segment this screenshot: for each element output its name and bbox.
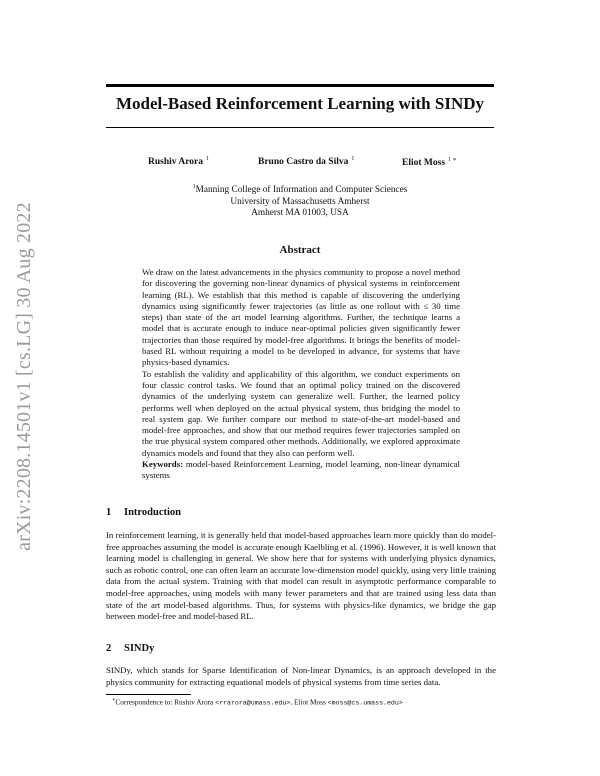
- section-title: SINDy: [124, 643, 155, 654]
- abstract-body: [142, 267, 460, 482]
- author-name: Rushiv Arora: [148, 157, 203, 168]
- section-number: 1: [106, 507, 112, 518]
- paper-title: Model-Based Reinforcement Learning with SINDy: [116, 94, 484, 113]
- author-mark: 1: [206, 156, 209, 162]
- abstract-heading: Abstract: [279, 244, 321, 256]
- affiliation-line-3: Amherst MA 01003, USA: [251, 208, 349, 219]
- abstract-paragraph-2: To establish the validity and applicability of this algorithm, we conduct experiments on four classic control tasks. We found that an optimal policy trained on the discovered dynamics of the underlying system can generalize well. Further, the learned policy performs well when deployed on the actual physical system, thus bridging the model to real system gap. We further compare our method to state-of-the-art model-based and model-free approaches, and show that our method requires fewer trajectories sampled on the true physical system compared other methods. Additionally, we explored approximate dynamics models and found that they also can perform well.: [142, 368, 460, 458]
- introduction-paragraph: In reinforcement learning, it is generally held that model-based approaches learn more quickly than do model-free approaches assuming the model is accurate enough Kaelbling et al. (1996). However, it is well known that learning model is challenging in general. We show here that for systems with underlying physics dynamics, such as robotic control, one can often learn an accurate low-dimension model quickly, using very little training data from the actual system. Training with that model can result in asymptotic performance comparable to model-free approaches, using models with many fewer parameters and that are trained using less data than state of the art model-based algorithms. Thus, for systems with physics-like dynamics, we bridge the gap between model-free and model-based RL.: [106, 530, 497, 622]
- author-name: Eliot Moss: [402, 158, 446, 169]
- abstract-paragraph-1: We draw on the latest advancements in the physics community to propose a novel method for discovering the governing non-linear dynamics of physical systems in reinforcement learning (RL). We establish that this method is capable of discovering the underlying dynamics using significantly fewer trajectories (as little as one rollout with ≤ 30 time steps) than state of the art model learning algorithms. Further, the technique learns a model that is accurate enough to induce near-optimal policies given significantly fewer trajectories than those required by model-free algorithms. It brings the benefits of model-based RL without requiring a model to be developed in advance, for systems that have physics-based dynamics.: [142, 267, 460, 368]
- footnote-middle: , Eliot Moss: [290, 697, 328, 707]
- affiliation: [150, 182, 450, 220]
- affiliation-line-2: University of Massachusetts Amherst: [230, 196, 370, 207]
- footnote-prefix: Correspondence to: Rushiv Arora: [115, 697, 216, 707]
- sindy-body: [106, 665, 496, 688]
- section-title: Introduction: [124, 507, 181, 518]
- section-heading-sindy: [106, 643, 154, 654]
- author-name: Bruno Castro da Silva: [258, 157, 349, 168]
- footnote-email-1[interactable]: <rrarora@umass.edu>: [215, 699, 291, 707]
- author-mark: 1: [351, 156, 355, 162]
- author-mark: 1 ∗: [448, 157, 457, 163]
- affiliation-line-1: Manning College of Information and Computer Sciences: [195, 185, 408, 196]
- title-rule-top: [106, 84, 494, 87]
- affiliation-mark: 1: [192, 184, 196, 190]
- footnote-mark: ∗: [112, 698, 116, 703]
- author-1: [148, 156, 209, 167]
- sindy-paragraph: SINDy, which stands for Sparse Identification of Non-linear Dynamics, is an approach developed in the physics community for extracting equational models of physical systems from time series data.: [106, 665, 496, 687]
- footnote-rule: [106, 694, 191, 695]
- title-rule-bottom: [106, 127, 494, 128]
- arxiv-side-stamp: [2, 200, 46, 552]
- footnote-email-2[interactable]: <moss@cs.umass.edu>: [327, 699, 403, 707]
- author-3: [402, 156, 457, 168]
- section-number: 2: [106, 643, 112, 654]
- section-heading-introduction: [106, 507, 181, 518]
- keywords-label: Keywords:: [142, 459, 184, 470]
- introduction-body: [106, 530, 496, 623]
- footnote: [112, 697, 403, 706]
- keywords: [142, 459, 460, 482]
- author-2: [258, 156, 354, 167]
- keywords-text: model-based Reinforcement Learning, model learning, non-linear dynamical systems: [142, 459, 460, 481]
- arxiv-identifier: arXiv:2208.14501v1 [cs.LG] 30 Aug 2022: [12, 201, 35, 551]
